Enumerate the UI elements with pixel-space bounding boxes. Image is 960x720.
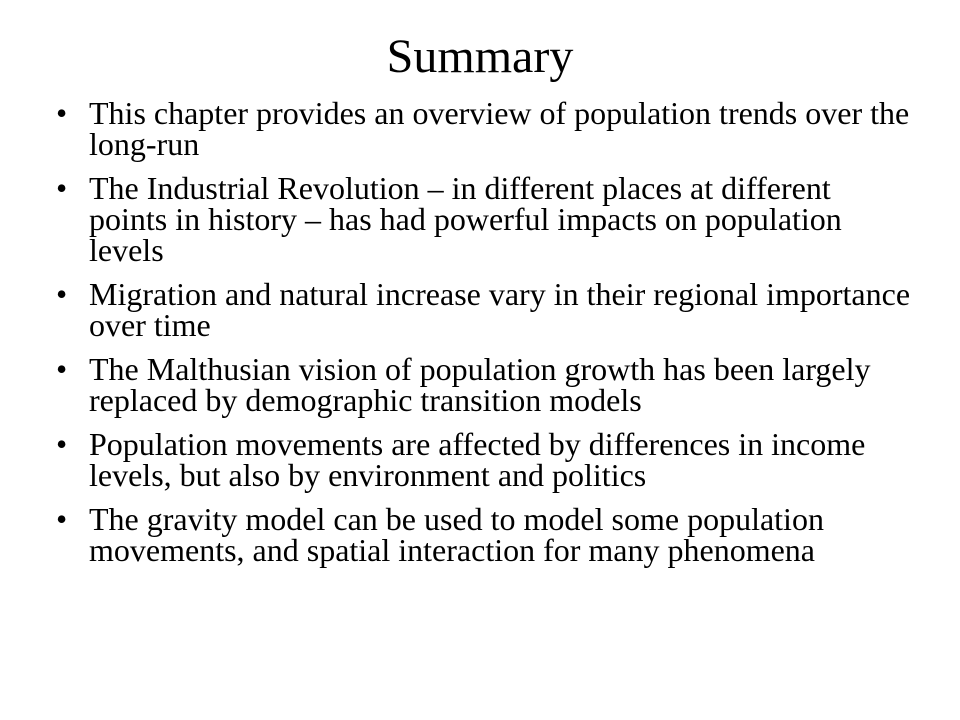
bullet-item — [56, 426, 916, 493]
bullet-item — [56, 170, 916, 268]
bullet-icon: • — [56, 170, 68, 206]
bullet-icon: • — [56, 276, 68, 312]
bullet-item — [56, 501, 916, 568]
bullet-item — [56, 276, 916, 343]
bullet-item — [56, 95, 916, 162]
bullet-text: The gravity model can be used to model some population movements, and spatial interaction for many phenomena — [89, 501, 824, 568]
bullet-text: Migration and natural increase vary in their regional importance over time — [89, 276, 911, 343]
bullet-icon: • — [56, 501, 68, 537]
bullet-text: The Malthusian vision of population growth has been largely replaced by demographic transition models — [89, 351, 871, 418]
slide-title: Summary — [386, 30, 574, 83]
bullet-icon: • — [56, 95, 68, 131]
bullet-icon: • — [56, 351, 68, 387]
bullet-text: Population movements are affected by differences in income levels, but also by environment and politics — [89, 426, 866, 493]
bullet-icon: • — [56, 426, 68, 462]
bullet-text: This chapter provides an overview of population trends over the long-run — [89, 95, 910, 162]
bullet-text: The Industrial Revolution – in different places at different points in history – has had powerful impacts on population levels — [89, 170, 842, 268]
bullet-item — [56, 351, 916, 418]
bullet-list — [56, 95, 916, 579]
